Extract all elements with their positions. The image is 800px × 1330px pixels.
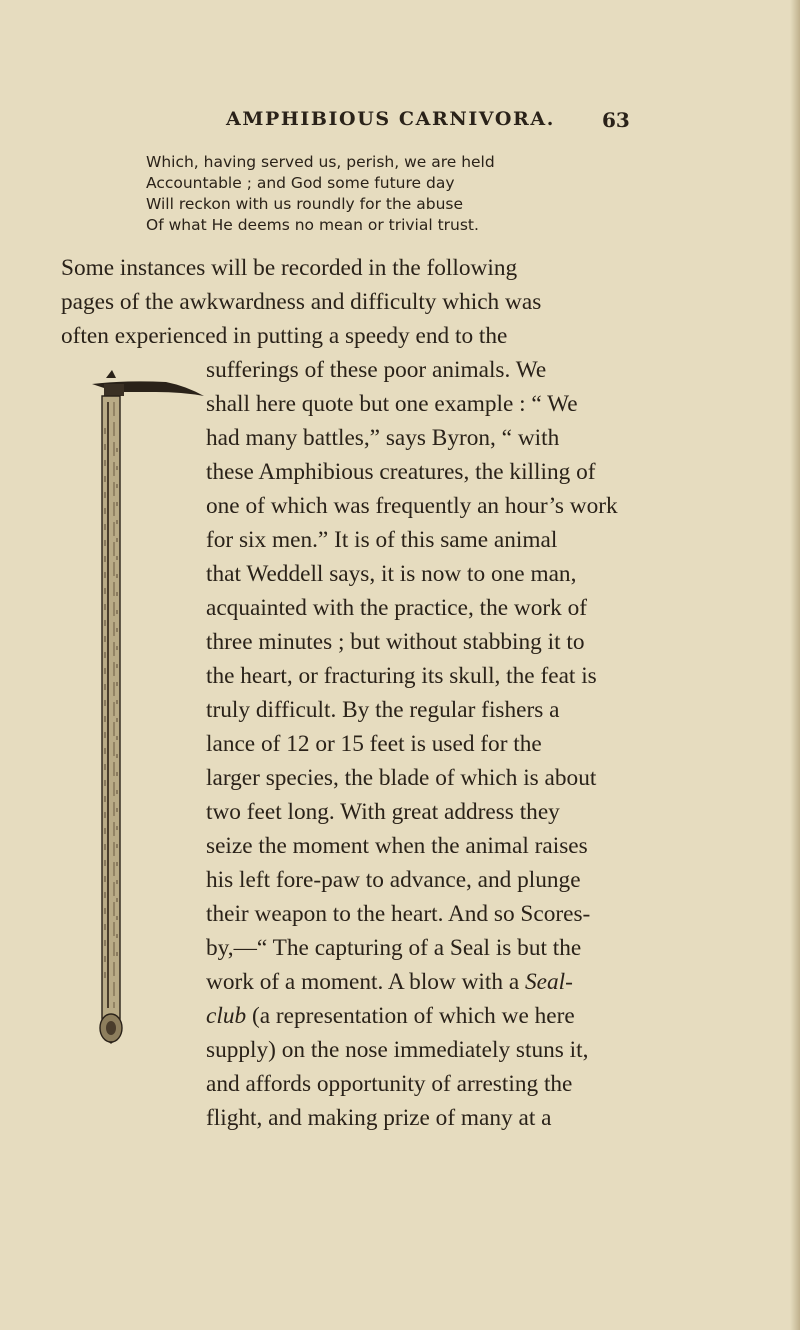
verse-quotation [146, 152, 666, 236]
body-line: and affords opportunity of arresting the [206, 1071, 573, 1097]
body-line-text: work of a moment. A blow with a [206, 969, 520, 995]
seal-club-term: Seal- [525, 969, 573, 995]
verse-line: Accountable ; and God some future day [146, 174, 455, 192]
verse-line: Will reckon with us roundly for the abuse [146, 195, 464, 213]
body-line: often experienced in putting a speedy end to the [61, 323, 508, 349]
verse-line: Which, having served us, perish, we are held [146, 153, 495, 171]
body-line: shall here quote but one example : “ We [206, 391, 578, 417]
body-line: flight, and making prize of many at a [206, 1105, 552, 1131]
body-line-text: (a representation of which we here [251, 1003, 575, 1029]
seal-club-term-continued: club [206, 1003, 247, 1029]
body-line: three minutes ; but without stabbing it to [206, 629, 585, 655]
body-line: his left fore-paw to advance, and plunge [206, 867, 581, 893]
body-line [206, 967, 649, 997]
body-line: seize the moment when the animal raises [206, 833, 588, 859]
body-line: Some instances will be recorded in the following [61, 255, 518, 281]
body-line: truly difficult. By the regular fishers a [206, 697, 560, 723]
body-line: the heart, or fracturing its skull, the feat is [206, 663, 597, 689]
body-line: by,—“ The capturing of a Seal is but the [206, 935, 582, 961]
body-line: pages of the awkwardness and difficulty which was [61, 289, 542, 315]
body-line: sufferings of these poor animals. We [206, 357, 547, 383]
body-line: for six men.” It is of this same animal [206, 527, 558, 553]
page-edge [790, 0, 800, 1330]
body-line: two feet long. With great address they [206, 799, 560, 825]
body-line: their weapon to the heart. And so Scores- [206, 901, 591, 927]
body-line: supply) on the nose immediately stuns it, [206, 1037, 589, 1063]
page-header [0, 108, 800, 138]
page-number: 63 [602, 108, 630, 132]
body-line: these Amphibious creatures, the killing of [206, 459, 596, 485]
body-line: acquainted with the practice, the work of [206, 595, 588, 621]
body-line [206, 1001, 649, 1031]
seal-club-illustration [86, 368, 216, 1048]
body-line: lance of 12 or 15 feet is used for the [206, 731, 542, 757]
body-line: one of which was frequently an hour’s work [206, 493, 618, 519]
body-line: had many battles,” says Byron, “ with [206, 425, 560, 451]
body-line: that Weddell says, it is now to one man, [206, 561, 577, 587]
verse-line: Of what He deems no mean or trivial trust. [146, 216, 479, 234]
body-line: larger species, the blade of which is about [206, 765, 597, 791]
running-head: AMPHIBIOUS CARNIVORA. [226, 108, 555, 130]
